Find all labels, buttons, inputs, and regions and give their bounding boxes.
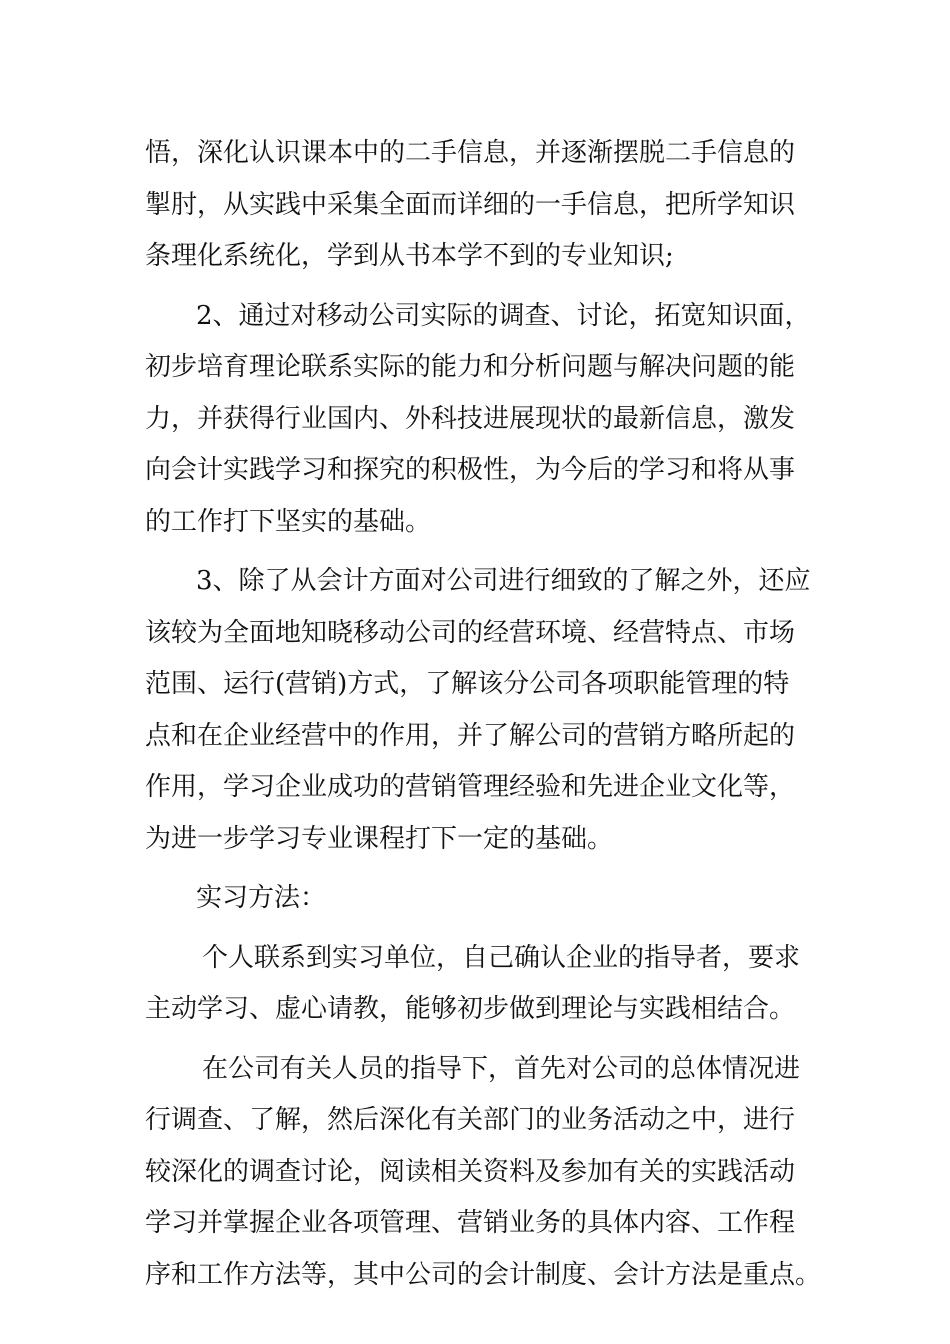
text-line: 的工作打下坚实的基础。 (145, 506, 432, 537)
paragraph (145, 1044, 822, 1302)
section-heading (145, 873, 810, 925)
text-line: 条理化系统化，学到从书本学不到的专业知识; (145, 241, 674, 271)
paragraph (145, 933, 810, 1036)
paragraph (145, 128, 810, 283)
text-line: 范围、运行(营销)方式，了解该分公司各项职能管理的特 (145, 669, 790, 699)
text-line: 为进一步学习专业课程打下一定的基础。 (145, 823, 614, 854)
paragraph (145, 291, 810, 549)
text-line: 向会计实践学习和探究的积极性，为今后的学习和将从事 (145, 455, 796, 485)
text-line: 学习并掌握企业各项管理、营销业务的具体内容、工作程 (145, 1208, 796, 1238)
text-line: 3、除了从会计方面对公司进行细致的了解之外，还应 (196, 566, 811, 596)
text-line: 掣肘，从实践中采集全面而详细的一手信息，把所学知识 (145, 189, 796, 220)
heading-text: 实习方法： (196, 883, 327, 913)
text-line: 主动学习、虚心请教，能够初步做到理论与实践相结合。 (145, 994, 796, 1024)
text-line: 个人联系到实习单位，自己确认企业的指导者，要求 (202, 942, 801, 973)
text-line: 在公司有关人员的指导下，首先对公司的总体情况进 (202, 1053, 801, 1084)
text-line: 初步培育理论联系实际的能力和分析问题与解决问题的能 (145, 352, 796, 382)
text-line: 序和工作方法等，其中公司的会计制度、会计方法是重点。 (145, 1259, 822, 1290)
text-line: 该较为全面地知晓移动公司的经营环境、经营特点、市场 (145, 617, 796, 648)
text-line: 行调查、了解，然后深化有关部门的业务活动之中，进行 (145, 1105, 796, 1135)
text-line: 作用，学习企业成功的营销管理经验和先进企业文化等， (145, 772, 796, 802)
text-line: 2、通过对移动公司实际的调查、讨论，拓宽知识面， (196, 300, 811, 331)
text-line: 悟，深化认识课本中的二手信息，并逐渐摆脱二手信息的 (145, 138, 796, 168)
document-body (145, 128, 822, 1301)
paragraph (145, 556, 810, 865)
text-line: 点和在企业经营中的作用，并了解公司的营销方略所起的 (145, 720, 796, 751)
text-line: 力，并获得行业国内、外科技进展现状的最新信息，激发 (145, 403, 796, 434)
text-line: 较深化的调查讨论，阅读相关资料及参加有关的实践活动 (145, 1156, 796, 1187)
